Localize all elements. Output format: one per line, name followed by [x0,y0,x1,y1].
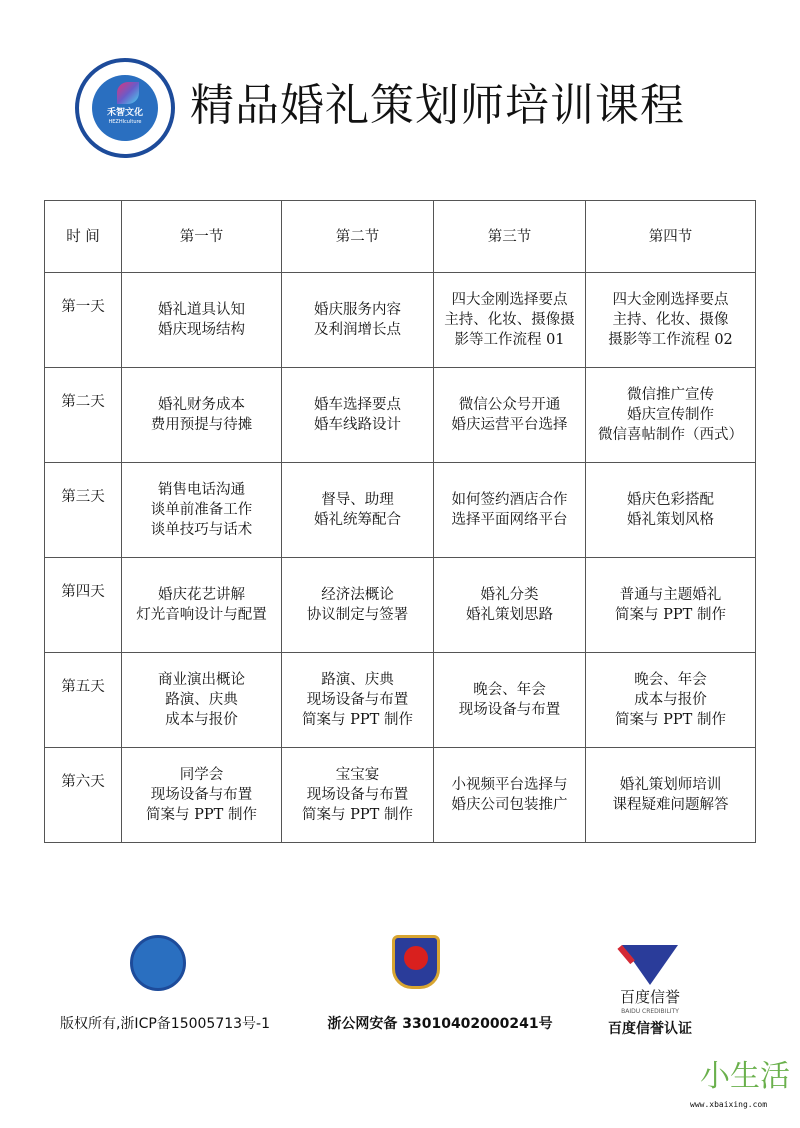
session-cell [122,273,282,368]
session-cell [586,273,756,368]
table-row [45,653,756,748]
session-line: 成本与报价 [634,692,707,708]
session-cell [586,748,756,843]
logo-swoosh-icon [117,82,139,104]
session-line: 课程疑难问题解答 [612,797,729,813]
baidu-logo-text: 百度信誉 [619,988,680,1006]
day-cell: 第一天 [45,273,122,368]
session-line: 普通与主题婚礼 [619,587,722,603]
baidu-v-icon [622,945,678,985]
session-line: 微信喜帖制作（西式） [598,427,743,443]
session-line: 婚庆花艺讲解 [158,587,245,603]
session-line: 婚庆服务内容 [314,302,401,318]
baidu-cert-label: 百度信誉认证 [608,1021,692,1037]
session-line: 小视频平台选择与 [451,777,568,793]
session-line: 婚礼策划师培训 [619,777,722,793]
table-row [45,273,756,368]
session-line: 成本与报价 [165,712,238,728]
session-cell [586,368,756,463]
session-cell [434,558,586,653]
session-cell [586,463,756,558]
session-line: 经济法概论 [321,587,394,603]
session-line: 简案与 PPT 制作 [302,807,413,823]
session-cell [434,273,586,368]
watermark-text: 小生活 [700,1059,790,1094]
session-line: 简案与 PPT 制作 [302,712,413,728]
copyright-text: 版权所有,浙ICP备15005713号-1 [59,1016,270,1032]
session-line: 简案与 PPT 制作 [146,807,257,823]
session-line: 婚礼策划思路 [466,607,553,623]
session-line: 协议制定与签署 [306,607,409,623]
session-line: 宝宝宴 [335,767,380,783]
session-cell [282,558,434,653]
session-line: 及利润增长点 [314,322,401,338]
day-cell: 第六天 [45,748,122,843]
session-line: 晚会、年会 [634,672,707,688]
table-row [45,748,756,843]
session-line: 主持、化妆、摄像 [612,312,729,328]
session-line: 谈单前准备工作 [150,502,253,518]
session-cell [434,653,586,748]
table-row [45,558,756,653]
session-line: 主持、化妆、摄像摄 [444,312,575,328]
column-header: 第三节 [434,201,586,273]
session-line: 微信推广宣传 [627,387,714,403]
session-cell [434,368,586,463]
session-line: 婚礼道具认知 [158,302,245,318]
page-title: 精品婚礼策划师培训课程 [190,80,685,131]
session-cell [122,558,282,653]
session-line: 婚礼分类 [480,587,539,603]
police-badge-icon [392,935,440,989]
session-cell [122,653,282,748]
session-line: 路演、庆典 [321,672,394,688]
session-line: 婚庆运营平台选择 [451,417,568,433]
session-line: 晚会、年会 [473,682,546,698]
session-line: 微信公众号开通 [458,397,561,413]
session-line: 现场设备与布置 [458,702,561,718]
session-line: 摄影等工作流程 02 [608,332,733,348]
session-cell [282,748,434,843]
day-cell: 第四天 [45,558,122,653]
session-line: 现场设备与布置 [306,692,409,708]
header-row [45,201,756,273]
watermark-url: www.xbaixing.com [690,1100,768,1109]
session-line: 费用预提与待摊 [150,417,253,433]
police-registration: 浙公网安备 33010402000241号 [327,1016,553,1032]
session-line: 督导、助理 [321,492,394,508]
baidu-sub-text: BAIDU CREDIBILITY [621,1008,679,1015]
session-line: 商业演出概论 [158,672,245,688]
session-line: 四大金刚选择要点 [612,292,729,308]
session-line: 四大金刚选择要点 [451,292,568,308]
session-cell [282,368,434,463]
course-schedule-table [44,200,756,843]
session-cell [122,463,282,558]
day-cell: 第三天 [45,463,122,558]
day-cell: 第二天 [45,368,122,463]
column-header: 第四节 [586,201,756,273]
session-line: 婚车选择要点 [314,397,401,413]
session-cell [122,368,282,463]
session-cell [434,463,586,558]
session-line: 同学会 [179,767,224,783]
session-line: 谈单技巧与话术 [150,522,253,538]
session-line: 婚礼统筹配合 [314,512,401,528]
session-cell [122,748,282,843]
day-cell: 第五天 [45,653,122,748]
session-line: 现场设备与布置 [150,787,253,803]
hezhi-logo: 禾智文化 HEZHIculture [75,58,175,158]
session-line: 简案与 PPT 制作 [615,607,726,623]
session-line: 婚礼财务成本 [158,397,245,413]
session-line: 简案与 PPT 制作 [615,712,726,728]
column-header: 第二节 [282,201,434,273]
session-line: 灯光音响设计与配置 [136,607,267,623]
session-line: 路演、庆典 [165,692,238,708]
session-line: 婚礼策划风格 [627,512,714,528]
column-header: 时 间 [45,201,122,273]
session-line: 婚庆公司包装推广 [451,797,568,813]
session-cell [434,748,586,843]
session-line: 婚庆现场结构 [158,322,245,338]
session-cell [282,273,434,368]
session-cell [282,653,434,748]
session-line: 销售电话沟通 [158,482,245,498]
table-row [45,463,756,558]
session-line: 婚庆宣传制作 [627,407,714,423]
session-line: 选择平面网络平台 [451,512,568,528]
session-line: 现场设备与布置 [306,787,409,803]
session-cell [586,558,756,653]
session-line: 婚车线路设计 [314,417,401,433]
session-line: 影等工作流程 01 [454,332,565,348]
session-line: 婚庆色彩搭配 [627,492,714,508]
session-cell [282,463,434,558]
column-header: 第一节 [122,201,282,273]
hezhi-small-logo [130,935,186,991]
session-line: 如何签约酒店合作 [451,492,568,508]
table-row [45,368,756,463]
session-cell [586,653,756,748]
